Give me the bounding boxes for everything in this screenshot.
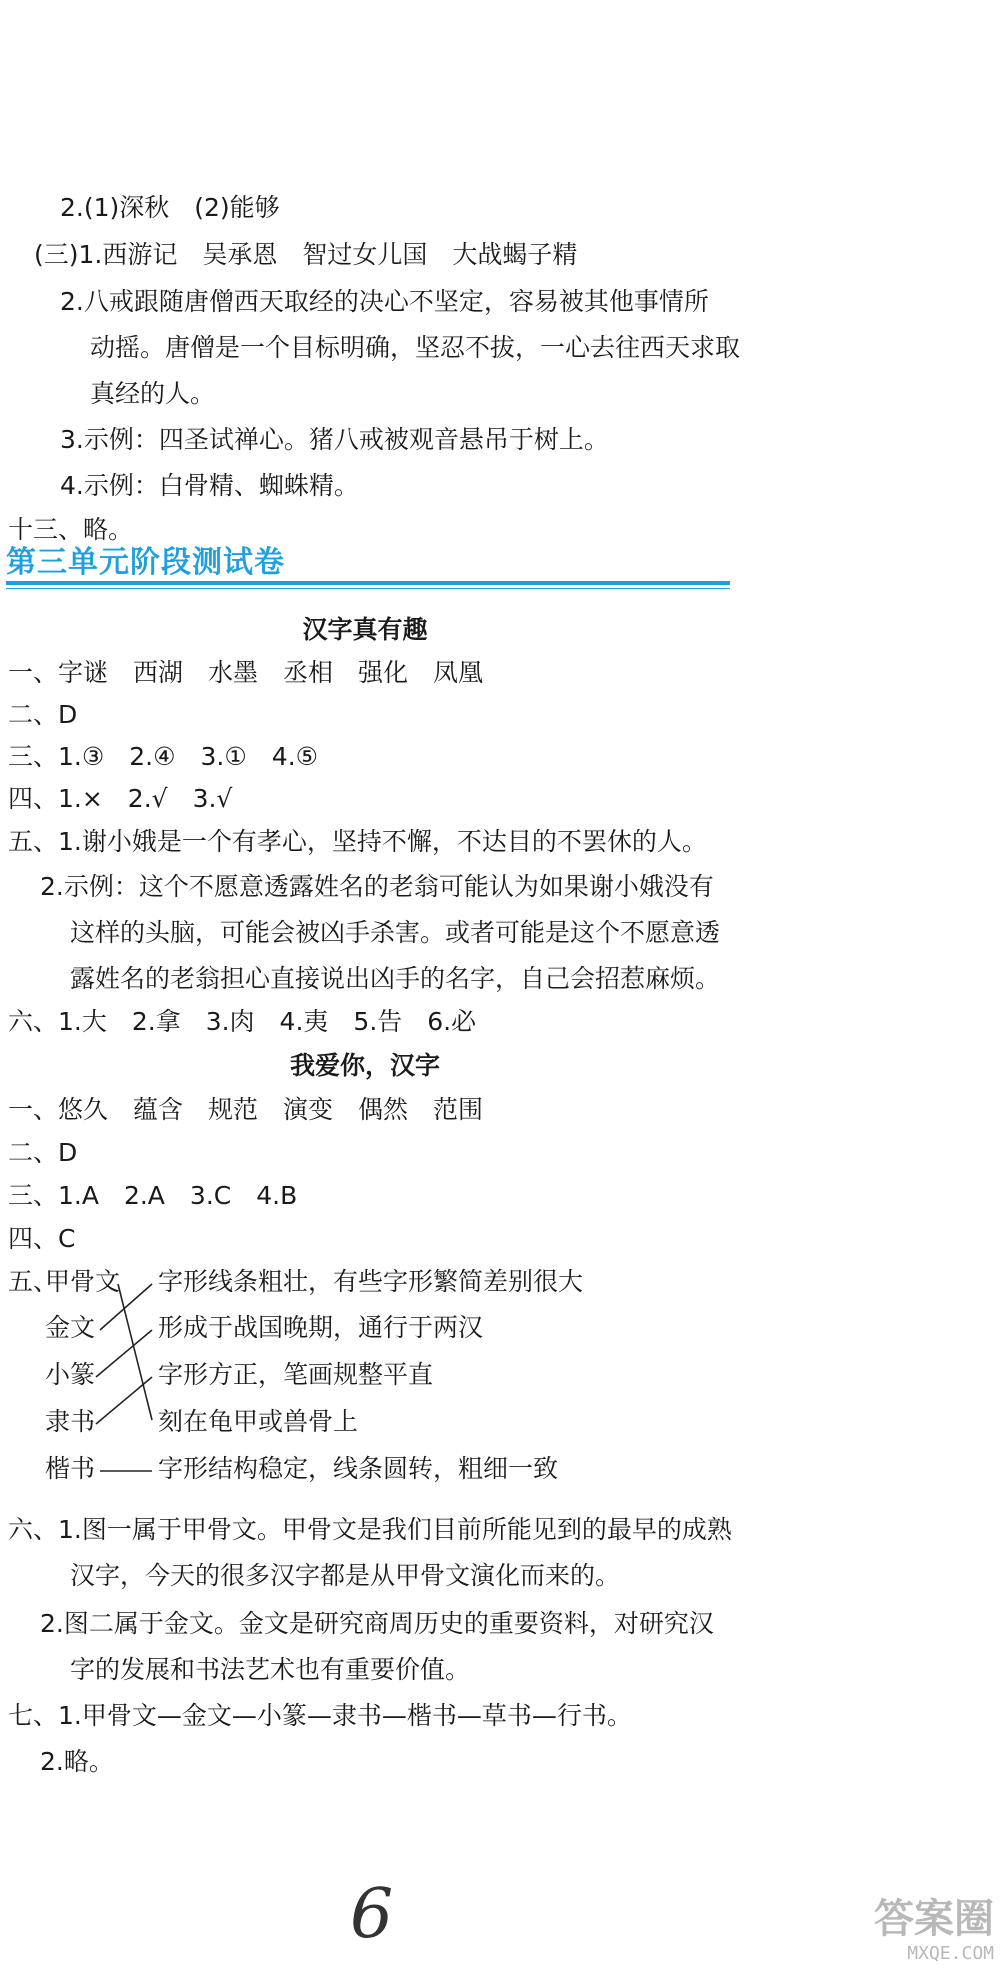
answer-line: 十三、略。	[8, 515, 134, 544]
match-line	[100, 1284, 152, 1330]
watermark-logo: 答案圈	[874, 1896, 994, 1942]
matching-left-item: 楷书	[45, 1454, 96, 1483]
matching-right-item: 字形线条粗壮，有些字形繁简差别很大	[158, 1267, 584, 1296]
answer-line: 三、1.③ 2.④ 3.① 4.⑤	[8, 742, 319, 771]
answer-line: 真经的人。	[90, 379, 216, 408]
answer-line: 三、1.A 2.A 3.C 4.B	[8, 1181, 298, 1210]
matching-left-item: 小篆	[45, 1360, 96, 1389]
watermark	[794, 1895, 994, 1975]
answer-line: (三)1.西游记 吴承恩 智过女儿国 大战蝎子精	[34, 240, 578, 269]
answer-line: 字的发展和书法艺术也有重要价值。	[70, 1655, 471, 1684]
answer-line: 3.示例：四圣试禅心。猪八戒被观音悬吊于树上。	[60, 425, 609, 454]
answer-line: 一、字谜 西湖 水墨 丞相 强化 凤凰	[8, 658, 484, 687]
answer-line: 2.八戒跟随唐僧西天取经的决心不坚定，容易被其他事情所	[60, 287, 709, 316]
answer-line: 2.图二属于金文。金文是研究商周历史的重要资料，对研究汉	[40, 1609, 714, 1638]
matching-right-item: 刻在龟甲或兽骨上	[158, 1407, 359, 1436]
part-title: 我爱你，汉字	[289, 1051, 440, 1080]
page-number: 6	[350, 1875, 394, 1954]
matching-right-item: 字形结构稳定，线条圆转，粗细一致	[158, 1454, 559, 1483]
watermark-url: MXQE.COM	[907, 1943, 994, 1964]
answer-line: 动摇。唐僧是一个目标明确，坚忍不拔，一心去往西天求取	[90, 333, 741, 362]
answer-line: 4.示例：白骨精、蜘蛛精。	[60, 471, 359, 500]
answer-line: 一、悠久 蕴含 规范 演变 偶然 范围	[8, 1095, 484, 1124]
match-line	[96, 1377, 152, 1424]
matching-left-item: 隶书	[45, 1407, 96, 1436]
matching-right-item: 字形方正，笔画规整平直	[158, 1360, 434, 1389]
answer-line: 六、1.图一属于甲骨文。甲骨文是我们目前所能见到的最早的成熟	[8, 1515, 732, 1544]
answer-line: 2.略。	[40, 1747, 114, 1776]
matching-right-item: 形成于战国晚期，通行于两汉	[158, 1313, 484, 1342]
answer-line: 这样的头脑，可能会被凶手杀害。或者可能是这个不愿意透	[70, 918, 721, 947]
answer-line: 五、1.谢小娥是一个有孝心，坚持不懈，不达目的不罢休的人。	[8, 827, 707, 856]
part-title: 汉字真有趣	[302, 615, 428, 644]
answer-line: 七、1.甲骨文—金文—小篆—隶书—楷书—草书—行书。	[8, 1701, 632, 1730]
match-line	[118, 1284, 152, 1420]
answer-line: 四、1.× 2.√ 3.√	[8, 784, 233, 813]
answer-line: 2.(1)深秋 (2)能够	[60, 193, 280, 222]
section-title: 第三单元阶段测试卷	[6, 545, 285, 580]
matching-left-item: 甲骨文	[45, 1267, 121, 1296]
answer-line: 汉字，今天的很多汉字都是从甲骨文演化而来的。	[70, 1561, 621, 1590]
matching-left-item: 金文	[45, 1313, 96, 1342]
match-line	[96, 1330, 152, 1377]
answer-line: 四、C	[8, 1224, 76, 1253]
matching-prefix: 五、	[8, 1267, 59, 1296]
answer-line: 2.示例：这个不愿意透露姓名的老翁可能认为如果谢小娥没有	[40, 872, 714, 901]
answer-line: 六、1.大 2.拿 3.肉 4.夷 5.告 6.必	[8, 1007, 477, 1036]
answer-line: 二、D	[8, 1138, 78, 1167]
answer-line: 露姓名的老翁担心直接说出凶手的名字，自己会招惹麻烦。	[70, 964, 721, 993]
answer-line: 二、D	[8, 700, 78, 729]
